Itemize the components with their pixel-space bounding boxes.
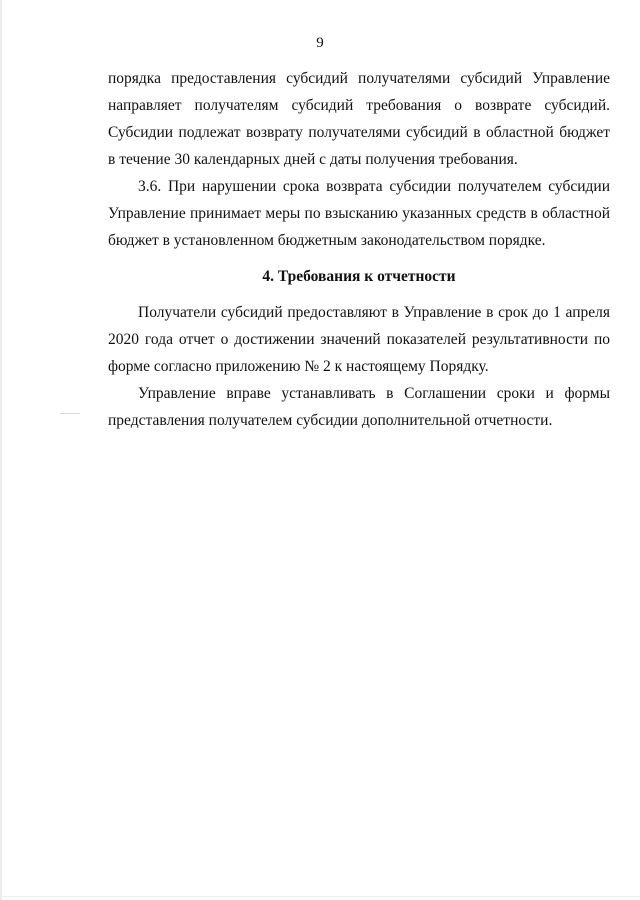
section-heading-reporting: 4. Требования к отчетности: [262, 268, 456, 285]
page-number: 9: [316, 35, 324, 51]
paragraph-additional-reporting: Управление вправе устанавливать в Соглашении сроки и формы представления получателем субсидии дополнительной отчетности.: [108, 385, 610, 429]
paragraph-clause-3-6: 3.6. При нарушении срока возврата субсидии получателем субсидии Управление принимает меры по взысканию указанных средств в областной бюджет в установленном бюджетным законодательством порядке.: [108, 178, 610, 249]
document-body: [108, 65, 610, 434]
paragraph-reporting-deadline: Получатели субсидий предоставляют в Управление в срок до 1 апреля 2020 года отчет о достижении значений показателей результативности по форме согласно приложению № 2 к настоящему Порядку.: [108, 304, 610, 375]
paragraph-continuation: порядка предоставления субсидий получателями субсидий Управление направляет получателям субсидий требования о возврате субсидий. Субсидии подлежат возврату получателями субсидий в областной бюджет в течение 30 календарных дней с даты получения требования.: [108, 70, 610, 168]
scan-bottom-edge: [0, 896, 640, 897]
scan-mark: [60, 413, 80, 414]
scan-edge: [0, 0, 2, 900]
